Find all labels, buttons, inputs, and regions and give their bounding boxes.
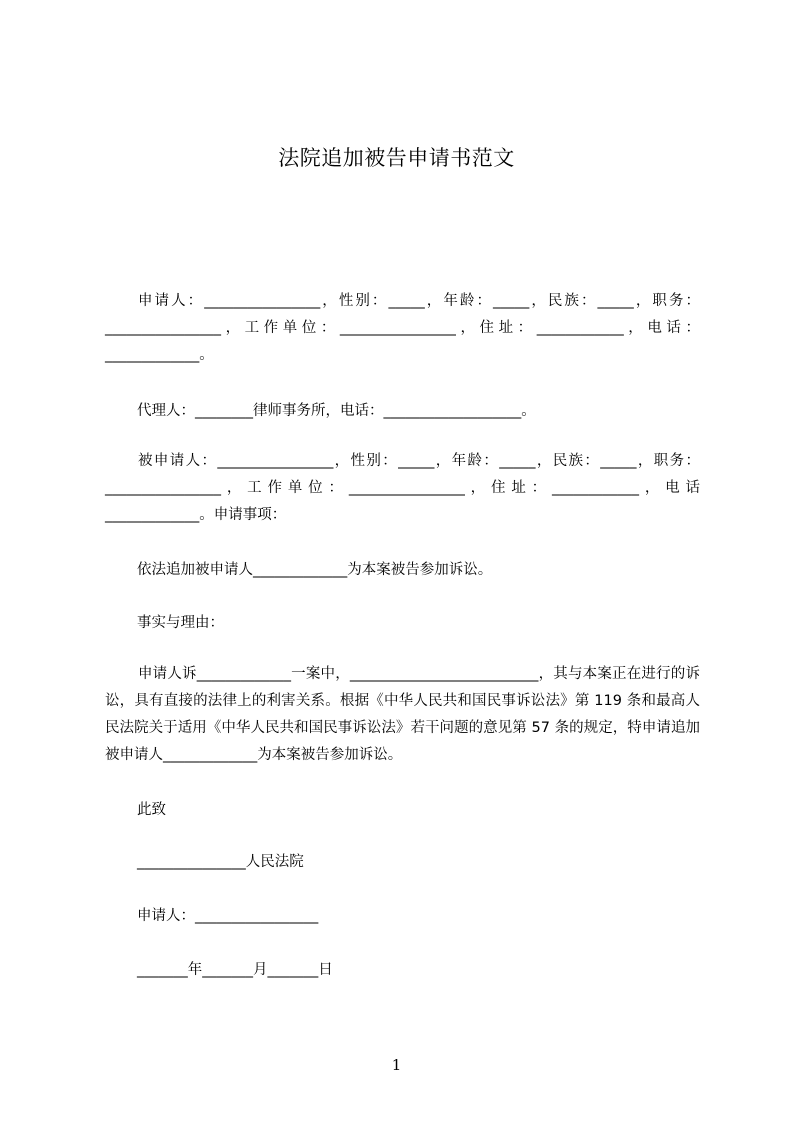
date-line: _______年_______月_______日	[137, 962, 333, 978]
signature-line: 申请人：_________________	[137, 908, 319, 924]
respondent-info: 被申请人：________________，性别：_____，年龄：_____，民族：_____，职务：________________，工作单位：________________，住址：____________，电话_____________。申请事项：	[105, 453, 700, 523]
court-name: _______________人民法院	[137, 854, 304, 870]
document-title: 法院追加被告申请书范文	[278, 146, 515, 170]
page-number: 1	[391, 1056, 402, 1074]
facts-heading: 事实与理由：	[137, 615, 224, 631]
applicant-info: 申请人：________________，性别：_____，年龄：_____，民族：_____，职务：________________，工作单位：________________，住址：____________，电话：_____________。	[105, 293, 700, 363]
agent-info: 代理人：________律师事务所，电话：___________________。	[137, 403, 536, 419]
facts-body: 申请人诉_____________一案中，__________________________，其与本案正在进行的诉讼，具有直接的法律上的利害关系。根据《中华人民共和国民事诉讼法》第 119 条和最高人民法院关于适用《中华人民共和国民事诉讼法》若干问题的意见第 57 条的规定，特申请追加被申请人_____________为本案被告参加诉讼。	[105, 666, 700, 763]
request-item: 依法追加被申请人_____________为本案被告参加诉讼。	[137, 562, 493, 578]
salutation: 此致	[137, 802, 166, 818]
